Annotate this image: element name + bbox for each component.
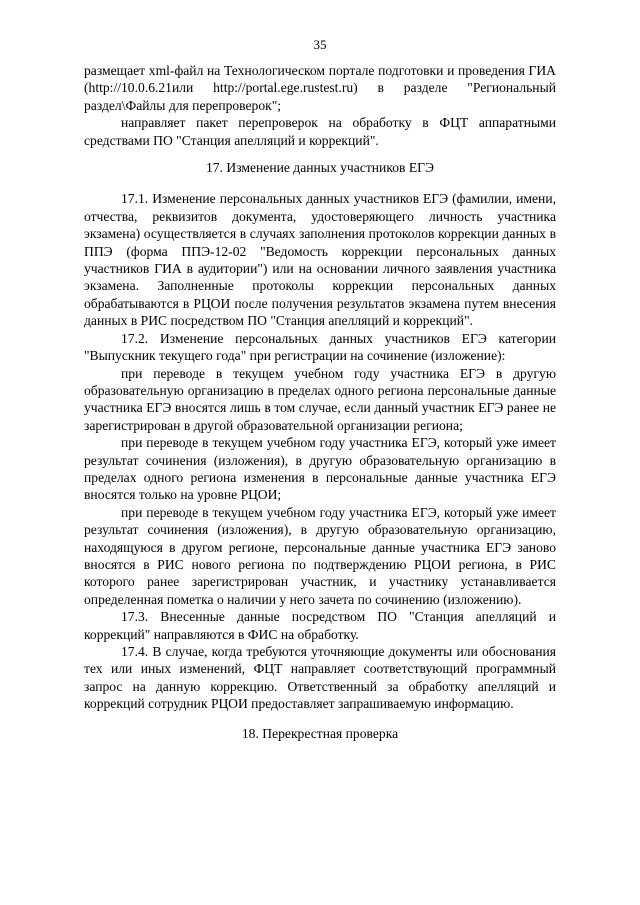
section-18-heading: 18. Перекрестная проверка xyxy=(241,725,399,741)
paragraph-17-2-c: при переводе в текущем учебном году участника ЕГЭ, который уже имеет результат сочинения (изложения), в другую образовательную организацию, находящуюся в другом регионе, персональные данные участника ЕГЭ заново вносятся в РИС нового региона по подтверждению РЦОИ региона, в РИС которого ранее зарегистрирован участник, и участнику устанавливается определенная пометка о наличии у него зачета по сочинению (изложению). xyxy=(84,504,556,607)
intro-paragraph-2: направляет пакет перепроверок на обработку в ФЦТ аппаратными средствами ПО "Станция апелляций и коррекций". xyxy=(84,115,556,148)
paragraph-17-2-b: при переводе в текущем учебном году участника ЕГЭ, который уже имеет результат сочинения (изложения), в другую образовательную организацию в пределах одного региона изменения в персональные данные участника ЕГЭ вносятся только на уровне РЦОИ; xyxy=(84,435,556,503)
page-content xyxy=(84,62,556,742)
section-17-heading: 17. Изменение данных участников ЕГЭ xyxy=(206,160,434,176)
paragraph-17-4: 17.4. В случае, когда требуются уточняющие документы или обоснования тех или иных изменений, ФЦТ направляет соответствующий программный запрос на данную коррекцию. Ответственный за обработку апелляций и коррекций сотрудник РЦОИ предоставляет запрашиваемую информацию. xyxy=(84,644,556,712)
paragraph-17-3: 17.3. Внесенные данные посредством ПО "Станция апелляций и коррекций" направляются в ФИС на обработку. xyxy=(84,609,556,642)
page-number: 35 xyxy=(313,37,327,52)
paragraph-17-2-a: при переводе в текущем учебном году участника ЕГЭ в другую образовательную организацию в пределах одного региона персональные данные участника ЕГЭ вносятся лишь в том случае, если данный участник ЕГЭ ранее не зарегистрирован в другой образовательной организации региона; xyxy=(84,365,556,433)
intro-paragraph-1: размещает xml-файл на Технологическом портале подготовки и проведения ГИА (http://10.0.6.21или http://portal.ege.rustest.ru) в разделе "Региональный раздел\Файлы для перепроверок"; xyxy=(84,63,556,113)
paragraph-17-1: 17.1. Изменение персональных данных участников ЕГЭ (фамилии, имени, отчества, реквизитов документа, удостоверяющего личность участника экзамена) осуществляется в случаях заполнения протоколов коррекции данных в ППЭ (форма ППЭ-12-02 "Ведомость коррекции персональных данных участников ГИА в аудитории") или на основании личного заявления участника экзамена. Заполненные протоколы коррекции персональных данных обрабатываются в РЦОИ после получения результатов экзамена путем внесения данных в РИС посредством ПО "Станция апелляций и коррекций". xyxy=(84,191,556,329)
paragraph-17-2: 17.2. Изменение персональных данных участников ЕГЭ категории "Выпускник текущего года" при регистрации на сочинение (изложение): xyxy=(84,330,556,364)
